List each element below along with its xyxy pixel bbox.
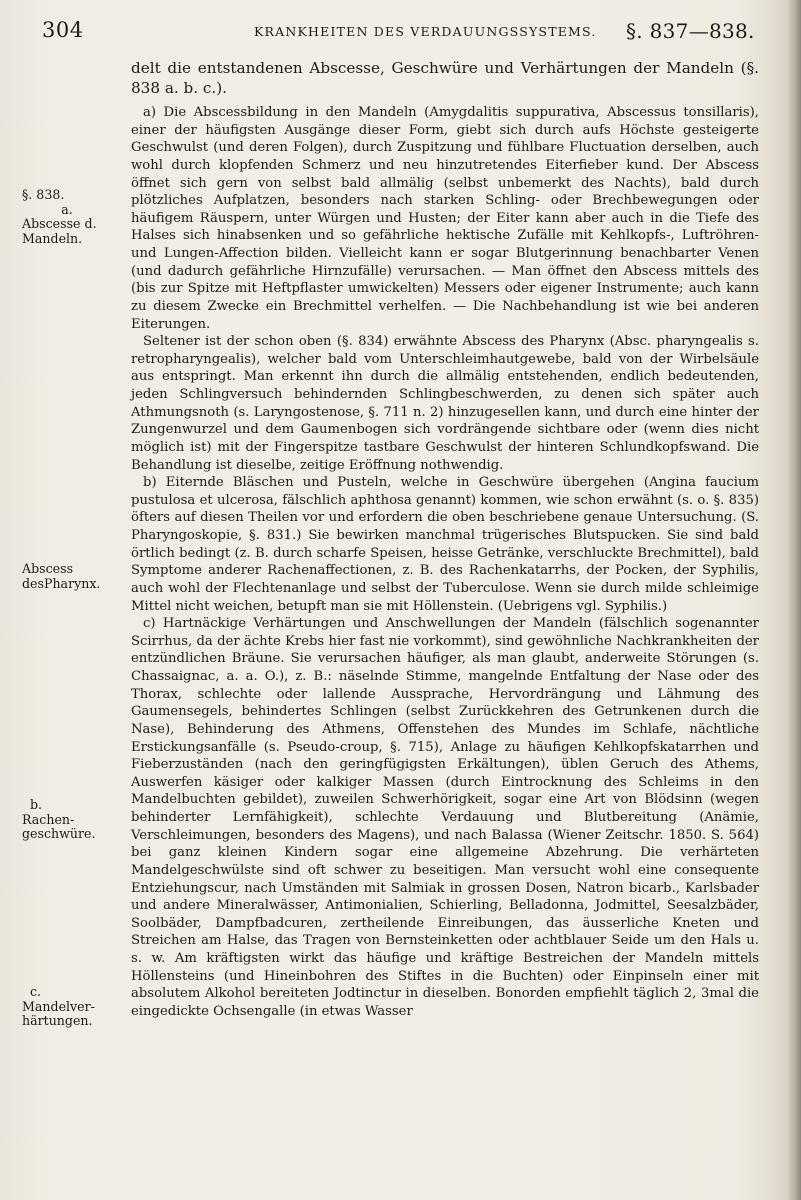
margin-note-rachengeschwuere xyxy=(22,798,126,842)
running-header xyxy=(0,18,801,44)
page-edge-shadow xyxy=(787,0,801,1200)
margin-title-line: Abscess xyxy=(22,561,74,576)
margin-title-line: desPharynx. xyxy=(22,575,101,591)
running-title: KRANKHEITEN DES VERDAUUNGSSYSTEMS. xyxy=(254,24,597,39)
margin-title-line: Mandelver- xyxy=(22,998,95,1014)
margin-letter: a. xyxy=(61,201,73,217)
margin-title-line: Rachen- xyxy=(22,811,75,827)
margin-title-line: geschwüre. xyxy=(22,826,96,841)
margin-title-line: härtungen. xyxy=(22,1013,93,1028)
margin-section-number: §. 838. xyxy=(22,187,65,202)
margin-title-line: Mandeln. xyxy=(22,230,83,246)
margin-note-abscesse-mandeln xyxy=(22,188,126,246)
paragraph-throat-ulcers: b) Eiternde Bläschen und Pusteln, welche in Geschwüre übergehen (Angina faucium pustulosa et ulcerosa, fälschlich aphthosa genannt) kommen, wie schon erwähnt (s. o. §. 835) öfters auf diesen Theilen vor und erfordern die oben beschriebene genaue Untersuchung. (S. Pharyngoskopie, §. 831.) Sie bewirken manchmal trügerisches Blutspucken. Sie sind bald örtlich bedingt (z. B. durch scharfe Speisen, heisse Getränke, verschluckte Brechmittel), bald Symptome anderer Rachenaffectionen, z. B. des Rachenkatarrhs, der Pocken, der Syphilis, auch wohl der Flechtenanlage und selbst der Tuberculose. Wenn sie durch milde schleimige Mittel nicht weichen, betupft man sie mit Höllenstein. (Uebrigens vgl. Syphilis.) xyxy=(131,475,759,614)
paragraph-tonsil-hardening: c) Hartnäckige Verhärtungen und Anschwellungen der Mandeln (fälschlich sogenannter Scirrhus, da der ächte Krebs hier fast nie vorkommt), sind gewöhnliche Nachkrankheiten der entzündlichen Bräune. Sie verursachen häufiger, als man glaubt, anderweite Störungen (s. Chassaignac, a. a. O.), z. B.: näselnde Stimme, mangelnde Entfaltung der Nase oder des Thorax, schlechte oder lallende Aussprache, Hervordrängung und Lähmung des Gaumensegels, behindertes Schlingen (selbst Zurückkehren des Getrunkenen durch die Nase), Behinderung des Athmens, Offenstehen des Mundes im Schlafe, nächtliche Erstickungsanfälle (s. Pseudo-croup, §. 715), Anlage zu häufigen Kehlkopfskatarrhen und Fieberzuständen (nach den geringfügigsten Erkältungen), üblen Geruch des Athems, Auswerfen käsiger oder kalkiger Massen (durch Eintrocknung des Schleims in den Mandelbuchten gebildet), zuweilen Schwerhörigkeit, sogar eine Art von Blödsinn (wegen behinderter Lernfähigkeit), schlechte Verdauung und Blutbereitung (Anämie, Verschleimungen, besonders des Magens), und nach Balassa (Wiener Zeitschr. 1850. S. 564) bei ganz kleinen Kindern sogar eine allgemeine Abzehrung. Die verhärteten Mandelgeschwülste sind oft schwer zu beseitigen. Man versucht wohl eine consequente Entziehungscur, nach Umständen mit Salmiak in grossen Dosen, Natron bicarb., Karlsbader und andere Mineralwässer, Antimonialien, Schierling, Belladonna, Jodmittel, Seesalzbäder, Soolbäder, Dampfbadcuren, zertheilende Einreibungen, das äusserliche Kneten und Streichen am Halse, das Tragen von Bernsteinketten oder achtblauer Seide um den Hals u. s. w. Am kräftigsten wirkt das häufige und kräftige Bestreichen der Mandeln mittels Höllensteins (und Hineinbohren des Stiftes in die Buchten) oder Einpinseln einer mit absolutem Alkohol bereiteten Jodtinctur in dieselben. Bonorden empfiehlt täglich 2, 3mal die eingedickte Ochsengalle (in etwas Wasser xyxy=(131,616,759,1019)
paragraph-abscess-tonsils: a) Die Abscessbildung in den Mandeln (Amygdalitis suppurativa, Abscessus tonsillaris), einer der häufigsten Ausgänge dieser Form, giebt sich durch aufs Höchste gesteigerte Geschwulst (und deren Folgen), durch Zuspitzung und fühlbare Fluctuation derselben, auch wohl durch klopfenden Schmerz und neu hinzutretendes Eiterfieber kund. Der Abscess öffnet sich gern von selbst bald allmälig (selbst unbemerkt des Nachts), bald durch plötzliches Aufplatzen, besonders nach starken Schling- oder Brechbewegungen oder häufigem Räuspern, unter Würgen und Husten; der Eiter kann aber auch in die Tiefe des Halses sich hinabsenken und so gefährliche hektische Zufälle mit Kehlkopfs-, Luftröhren- und Lungen-Affection bilden. Vielleicht kann er sogar Blutgerinnung benachbarter Venen (und dadurch gefährliche Hirnzufälle) verursachen. — Man öffnet den Abscess mittels des (bis zur Spitze mit Heftpflaster umwickelten) Messers oder eigener Instrumente; auch kann zu diesem Zwecke ein Brechmittel verhelfen. — Die Nachbehandlung ist wie bei anderen Eiterungen. xyxy=(131,105,759,332)
margin-note-abscess-pharynx xyxy=(22,562,126,591)
margin-note-mandelverhaertungen xyxy=(22,985,126,1029)
paragraph-abscess-pharynx: Seltener ist der schon oben (§. 834) erwähnte Abscess des Pharynx (Absc. pharyngealis s. retropharyngealis), welcher bald vom Unterschleimhautgewebe, bald von der Wirbelsäule aus entspringt. Man erkennt ihn durch die allmälig entstehenden, endlich bedeutenden, jeden Schlingversuch behindernden Schlingbeschwerden, zu denen sich später auch Athmungsnoth (s. Laryngostenose, §. 711 n. 2) hinzugesellen kann, und durch eine hinter der Zungenwurzel und dem Gaumenbogen sich vordrängende sichtbare oder (wenn dies nicht möglich ist) mit der Fingerspitze tastbare Geschwulst der hinteren Schlundkopfswand. Die Behandlung ist dieselbe, zeitige Eröffnung nothwendig. xyxy=(131,334,759,473)
margin-title-line: Abscesse d. xyxy=(22,216,97,231)
margin-letter: b. xyxy=(30,797,43,812)
page-number: 304 xyxy=(42,18,84,42)
margin-letter: c. xyxy=(30,984,42,999)
main-text-column xyxy=(131,58,759,1021)
paragraph-continuation: delt die entstandenen Abscesse, Geschwüre und Verhärtungen der Mandeln (§. 838 a. b. c.). xyxy=(131,59,759,97)
section-reference: §. 837—838. xyxy=(626,19,755,43)
